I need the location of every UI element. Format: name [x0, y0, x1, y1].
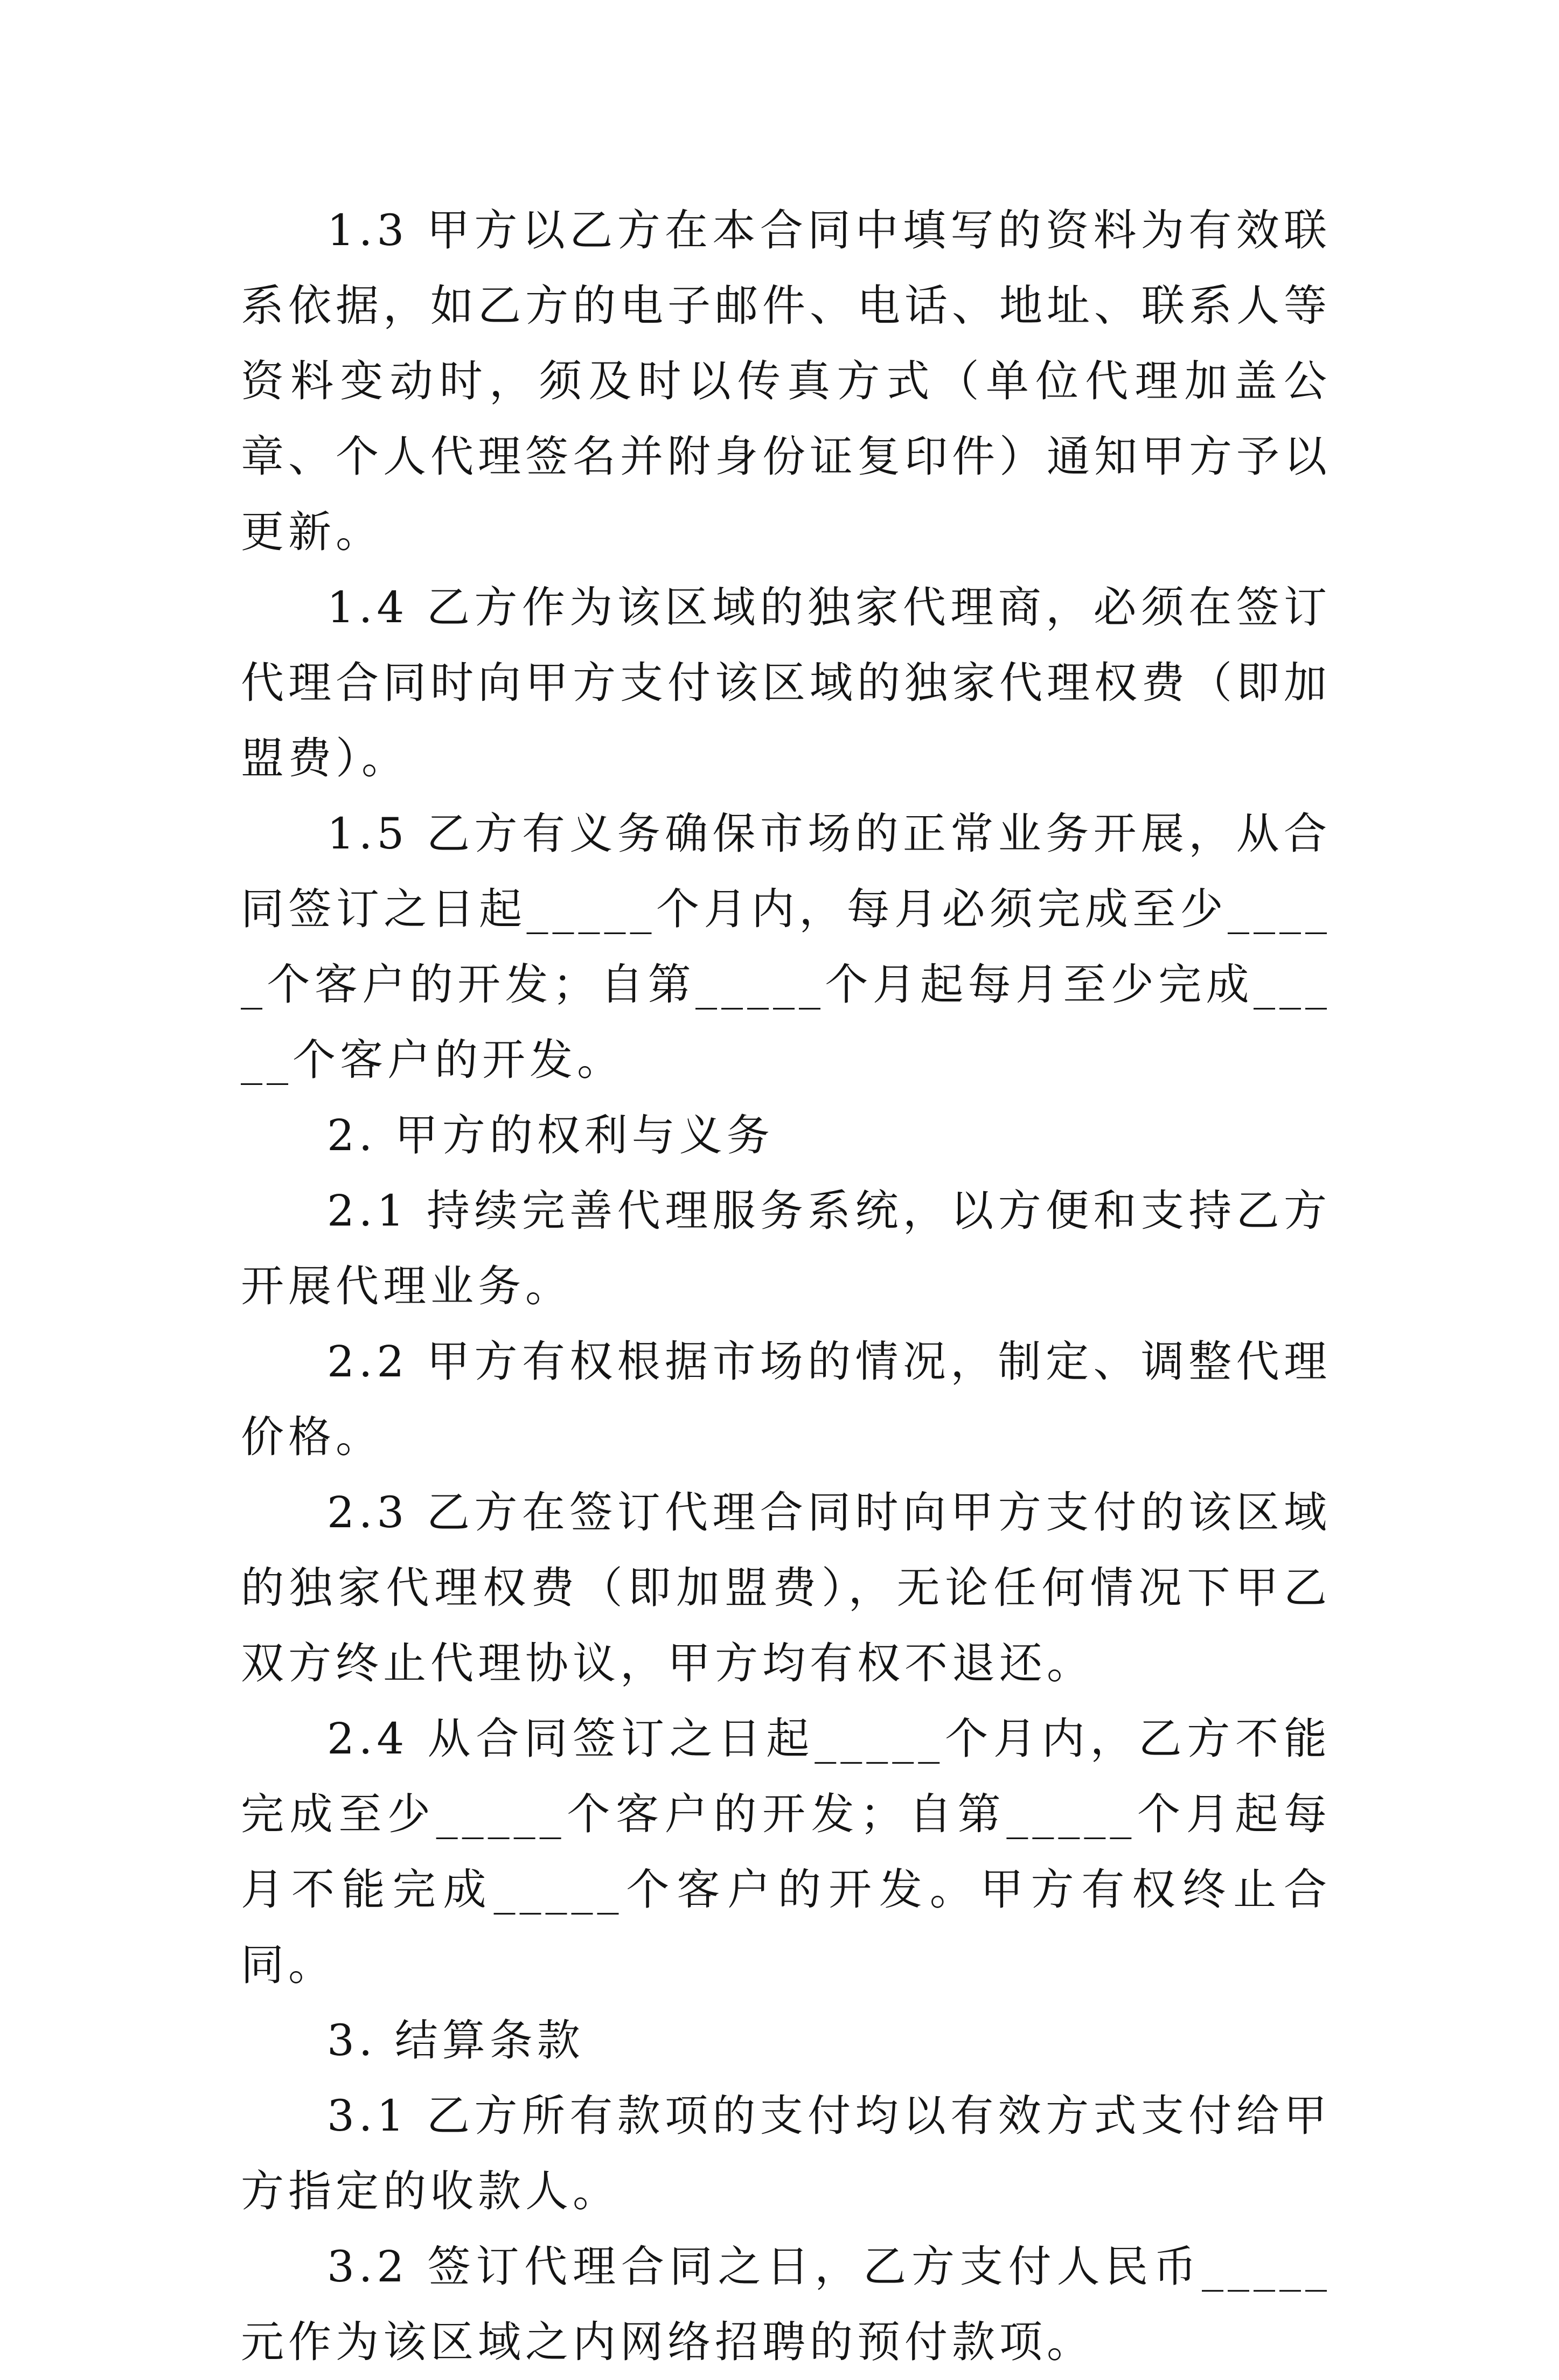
- clause-1-4: 1.4 乙方作为该区域的独家代理商，必须在签订代理合同时向甲方支付该区域的独家代理权费（即加盟费）。: [241, 582, 1331, 783]
- clause-3-2: 3.2 签订代理合同之日，乙方支付人民币_____元作为该区域之内网络招聘的预付款项。: [241, 2242, 1331, 2367]
- clause-1-5: 1.5 乙方有义务确保市场的正常业务开展，从合同签订之日起_____个月内，每月必须完成至少_____个客户的开发；自第_____个月起每月至少完成_____个客户的开发。: [241, 809, 1331, 1085]
- clause-3-1: 3.1 乙方所有款项的支付均以有效方式支付给甲方指定的收款人。: [241, 2091, 1331, 2216]
- section-2-heading: 2. 甲方的权利与义务: [327, 1110, 774, 1160]
- clause-2-1: 2.1 持续完善代理服务系统，以方便和支持乙方开展代理业务。: [241, 1186, 1331, 1311]
- clause-2-2: 2.2 甲方有权根据市场的情况，制定、调整代理价格。: [241, 1337, 1331, 1462]
- clause-1-3: 1.3 甲方以乙方在本合同中填写的资料为有效联系依据，如乙方的电子邮件、电话、地址、联系人等资料变动时，须及时以传真方式（单位代理加盖公章、个人代理签名并附身份证复印件）通知甲方予以更新。: [241, 205, 1331, 557]
- clause-2-4: 2.4 从合同签订之日起_____个月内，乙方不能完成至少_____个客户的开发；自第_____个月起每月不能完成_____个客户的开发。甲方有权终止合同。: [241, 1714, 1331, 1990]
- section-3-heading: 3. 结算条款: [327, 2015, 584, 2065]
- document-body: [241, 193, 1331, 2380]
- clause-2-3: 2.3 乙方在签订代理合同时向甲方支付的该区域的独家代理权费（即加盟费），无论任何情况下甲乙双方终止代理协议，甲方均有权不退还。: [241, 1487, 1331, 1688]
